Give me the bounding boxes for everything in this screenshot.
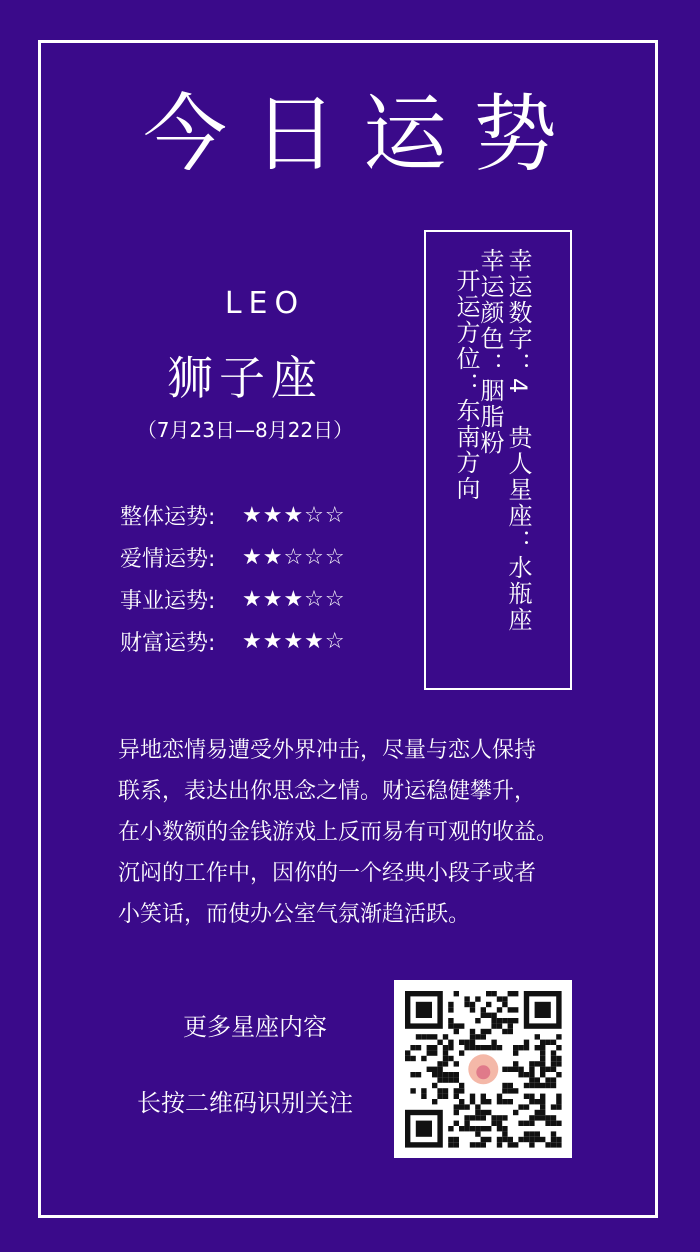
direction-entry xyxy=(454,268,478,502)
noble-sign-entry xyxy=(506,425,530,633)
noble-sign-label: 贵人星座： xyxy=(504,424,532,555)
info-column-right xyxy=(506,248,530,633)
star-rating: ★★☆☆☆ xyxy=(242,544,346,570)
lucky-color-label: 幸运颜色： xyxy=(476,248,504,378)
description-line: 异地恋情易遭受外界冲击，尽量与恋人保持 xyxy=(118,738,537,763)
info-column-left xyxy=(454,248,502,688)
description-line: 沉闷的工作中，因你的一个经典小段子或者 xyxy=(118,861,537,886)
ratings-list xyxy=(120,494,346,662)
rating-label: 财富运势: xyxy=(120,630,216,656)
rating-row-career xyxy=(120,578,346,620)
star-rating: ★★★★☆ xyxy=(242,628,346,654)
rating-row-love xyxy=(120,536,346,578)
more-content-text: 更多星座内容 xyxy=(183,1013,327,1041)
lucky-number-label: 幸运数字： xyxy=(504,248,532,378)
rating-row-overall xyxy=(120,494,346,536)
noble-sign-value: 水瓶座 xyxy=(504,554,532,633)
page-title: 今日运势 xyxy=(142,85,583,183)
lucky-number-value: 4 xyxy=(504,378,532,396)
sign-english-name: LEO xyxy=(224,286,306,321)
direction-value: 东南方向 xyxy=(452,398,480,502)
follow-instruction-text: 长按二维码识别关注 xyxy=(137,1089,353,1117)
star-rating: ★★★☆☆ xyxy=(242,502,346,528)
rating-label: 整体运势: xyxy=(120,504,216,530)
rating-label: 事业运势: xyxy=(120,588,216,614)
rating-label: 爱情运势: xyxy=(120,546,216,572)
qr-code-graphic xyxy=(394,980,572,1158)
rating-row-wealth xyxy=(120,620,346,662)
fortune-description xyxy=(118,730,588,935)
description-line: 在小数额的金钱游戏上反而易有可观的收益。 xyxy=(118,820,559,845)
description-line: 小笑话，而使办公室气氛渐趋活跃。 xyxy=(118,902,471,927)
star-rating: ★★★☆☆ xyxy=(242,586,346,612)
lucky-color-value: 胭脂粉 xyxy=(476,378,504,456)
sign-date-range: （7月23日—8月22日） xyxy=(136,418,354,442)
lucky-info-box xyxy=(424,230,572,690)
qr-code-icon[interactable] xyxy=(394,980,572,1158)
sign-chinese-name: 狮子座 xyxy=(167,351,323,405)
description-line: 联系，表达出你思念之情。财运稳健攀升， xyxy=(118,779,537,804)
direction-label: 开运方位： xyxy=(452,268,480,398)
